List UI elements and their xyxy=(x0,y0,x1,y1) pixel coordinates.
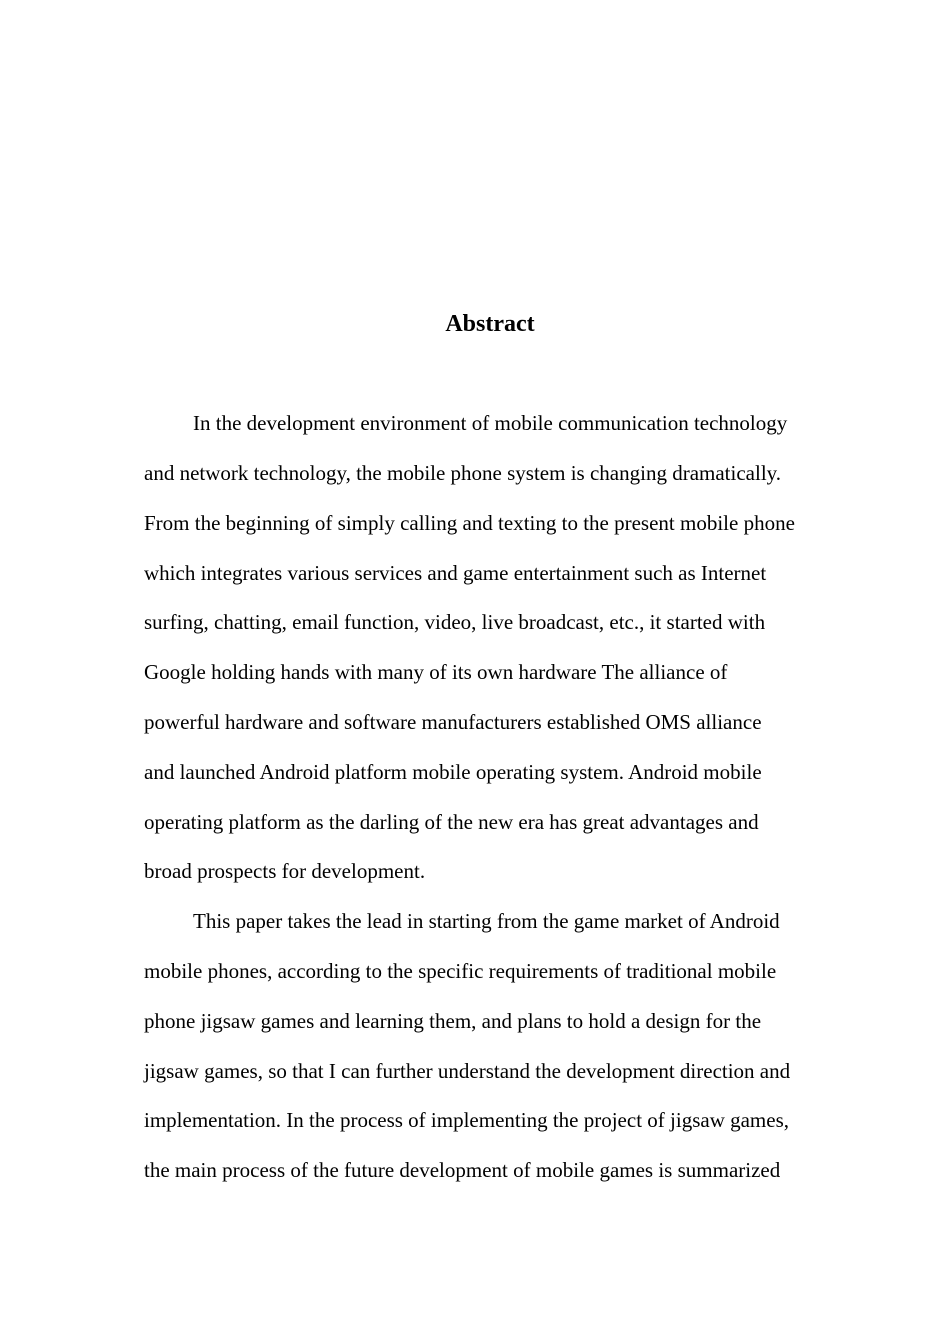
text-line: and launched Android platform mobile operating system. Android mobile xyxy=(144,760,762,784)
text-line: phone jigsaw games and learning them, and plans to hold a design for the xyxy=(144,1009,762,1033)
text-line: From the beginning of simply calling and texting to the present mobile phone xyxy=(144,511,795,535)
abstract-heading: Abstract xyxy=(445,311,535,337)
text-line: powerful hardware and software manufacturers established OMS alliance xyxy=(144,710,762,734)
text-line: and network technology, the mobile phone system is changing dramatically. xyxy=(144,461,782,485)
text-line: implementation. In the process of implementing the project of jigsaw games, xyxy=(144,1108,790,1132)
text-line: jigsaw games, so that I can further understand the development direction and xyxy=(144,1059,791,1083)
text-line: operating platform as the darling of the new era has great advantages and xyxy=(144,810,759,834)
text-line: which integrates various services and game entertainment such as Internet xyxy=(144,561,767,585)
text-line: This paper takes the lead in starting from the game market of Android xyxy=(193,909,780,933)
text-line: mobile phones, according to the specific requirements of traditional mobile xyxy=(144,959,777,983)
text-line: surfing, chatting, email function, video, live broadcast, etc., it started with xyxy=(144,610,766,634)
text-line: broad prospects for development. xyxy=(144,859,426,883)
text-line: the main process of the future development of mobile games is summarized xyxy=(144,1158,781,1182)
text-line: In the development environment of mobile communication technology xyxy=(193,411,788,435)
text-line: Google holding hands with many of its own hardware The alliance of xyxy=(144,660,728,684)
